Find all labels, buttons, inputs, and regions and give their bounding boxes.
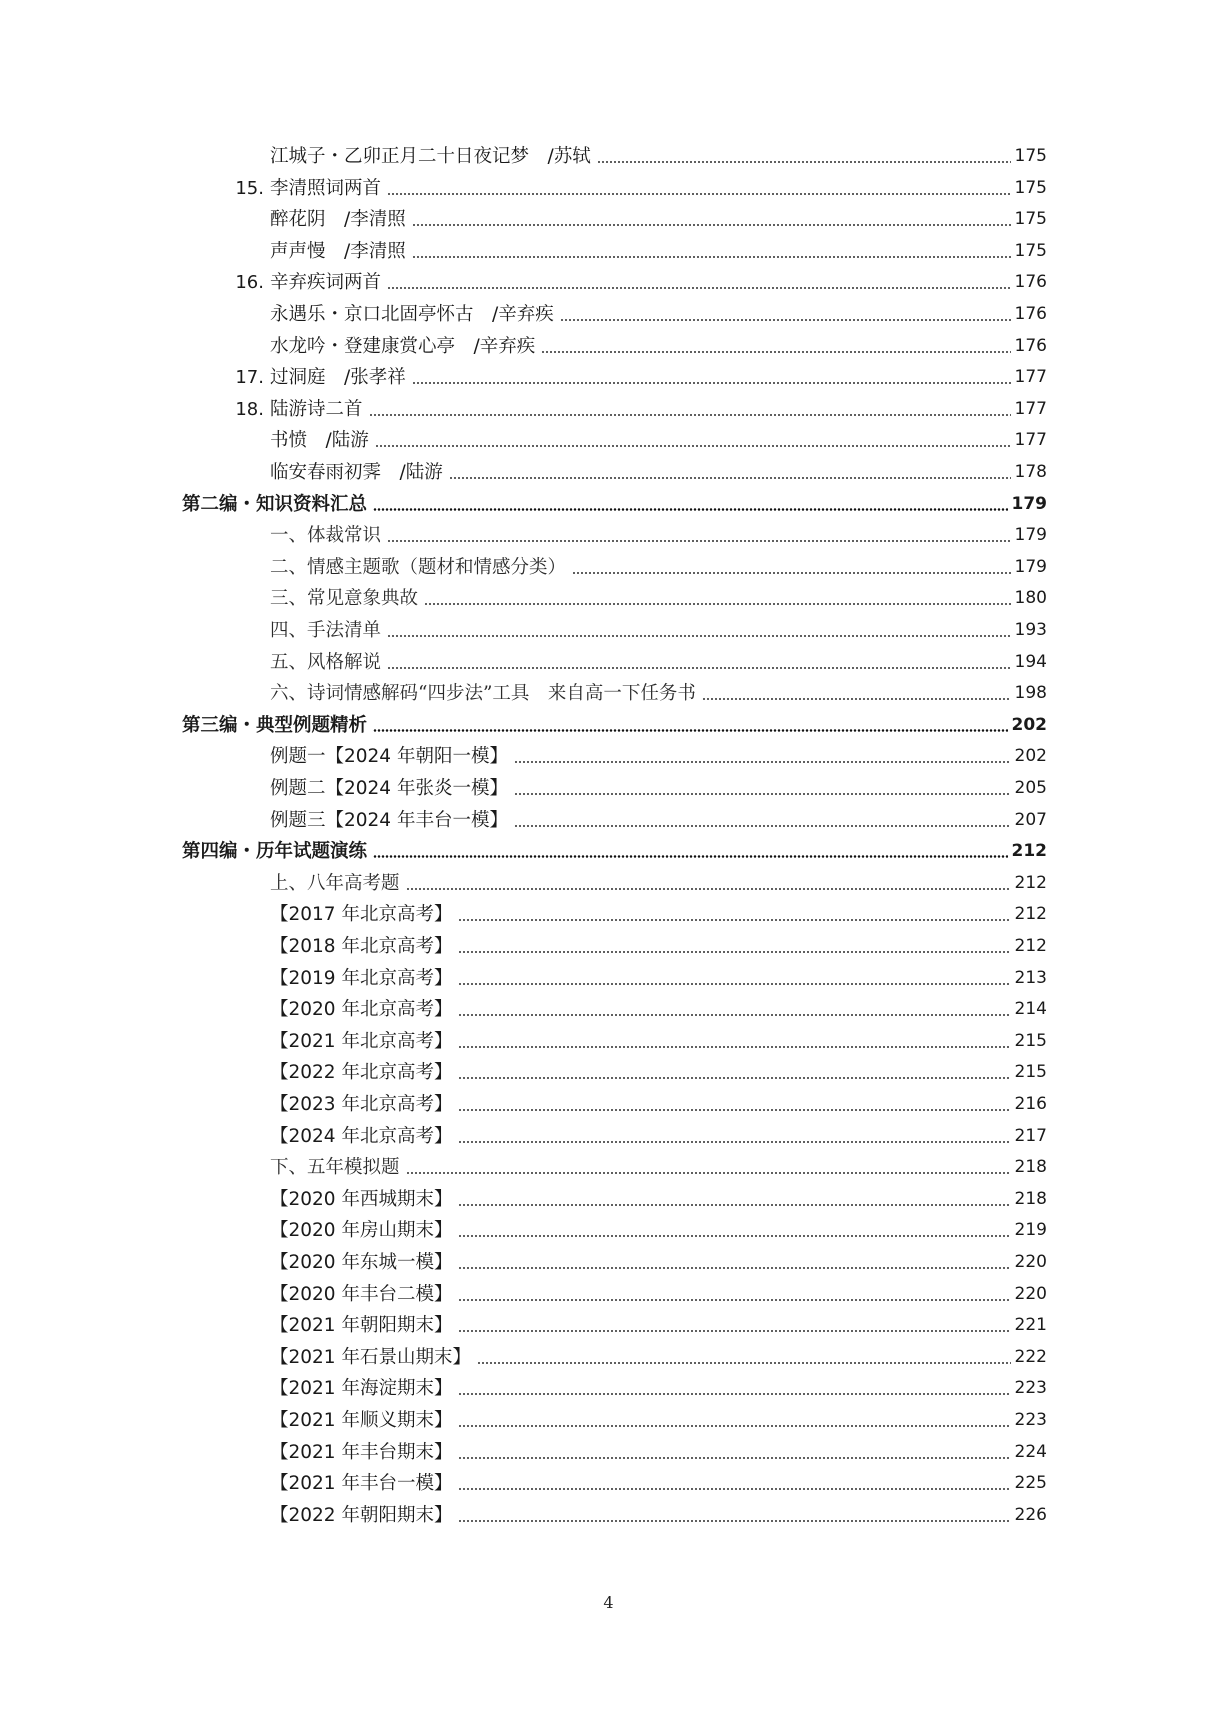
toc-entry-page: 212	[1011, 841, 1047, 861]
toc-entry-title: 【2021 年海淀期末】	[270, 1378, 453, 1399]
toc-entry[interactable]	[235, 362, 1047, 393]
toc-entry[interactable]	[270, 552, 1047, 583]
toc-entry-title: 下、五年模拟题	[270, 1157, 400, 1178]
toc-entry-page: 179	[1011, 494, 1047, 514]
toc-entry-title: 【2024 年北京高考】	[270, 1126, 453, 1147]
toc-entry-page: 176	[1014, 304, 1047, 324]
page-number: 4	[603, 1593, 614, 1612]
toc-entry-title: 江城子・乙卯正月二十日夜记梦 /苏轼	[270, 146, 591, 167]
toc-entry-title: 第二编・知识资料汇总	[182, 494, 368, 515]
toc-entry-title: 【2017 年北京高考】	[270, 904, 453, 925]
toc-entry[interactable]	[270, 647, 1047, 678]
dot-leader	[406, 1172, 1011, 1174]
toc-entry-page: 198	[1014, 683, 1047, 703]
toc-entry[interactable]	[270, 1342, 1047, 1373]
toc-entry-page: 177	[1014, 430, 1047, 450]
toc-entry[interactable]	[270, 1373, 1047, 1404]
toc-entry-title: 第四编・历年试题演练	[182, 841, 368, 862]
toc-entry-title: 上、八年高考题	[270, 873, 400, 894]
toc-entry-title: 【2018 年北京高考】	[270, 936, 453, 957]
toc-entry[interactable]	[270, 141, 1047, 172]
toc-entry[interactable]	[270, 425, 1047, 456]
toc-entry-page: 216	[1014, 1094, 1047, 1114]
dot-leader	[412, 224, 1011, 226]
toc-entry-page: 212	[1014, 873, 1047, 893]
toc-entry-number: 17.	[235, 367, 264, 388]
toc-entry[interactable]	[270, 1026, 1047, 1057]
dot-leader	[373, 729, 1007, 732]
toc-entry[interactable]	[235, 173, 1047, 204]
dot-leader	[373, 508, 1007, 511]
toc-entry[interactable]	[270, 1057, 1047, 1088]
toc-entry-title: 四、手法清单	[270, 620, 382, 641]
toc-entry-title: 【2022 年朝阳期末】	[270, 1505, 453, 1526]
dot-leader	[572, 572, 1011, 574]
toc-entry[interactable]	[270, 236, 1047, 267]
dot-leader	[702, 698, 1011, 700]
dot-leader	[387, 635, 1011, 637]
toc-entry[interactable]	[270, 994, 1047, 1025]
toc-entry[interactable]	[270, 204, 1047, 235]
toc-entry-number: 16.	[235, 272, 264, 293]
dot-leader	[514, 825, 1011, 827]
toc-entry-title: 【2021 年丰台期末】	[270, 1442, 453, 1463]
toc-entry-title: 临安春雨初霁 /陆游	[270, 462, 443, 483]
toc-entry[interactable]	[235, 394, 1047, 425]
toc-entry[interactable]	[182, 836, 1047, 867]
dot-leader	[458, 1457, 1010, 1459]
toc-entry-page: 179	[1014, 525, 1047, 545]
toc-entry-title: 【2021 年北京高考】	[270, 1031, 453, 1052]
toc-entry[interactable]	[270, 1089, 1047, 1120]
toc-entry-page: 215	[1014, 1031, 1047, 1051]
toc-entry[interactable]	[270, 1437, 1047, 1468]
toc-entry-page: 176	[1014, 272, 1047, 292]
toc-entry-title: 【2019 年北京高考】	[270, 968, 453, 989]
dot-leader	[458, 1520, 1010, 1522]
dot-leader	[541, 351, 1010, 353]
toc-entry-page: 212	[1014, 904, 1047, 924]
toc-entry[interactable]	[270, 1121, 1047, 1152]
toc-entry[interactable]	[270, 1310, 1047, 1341]
dot-leader	[458, 1077, 1010, 1079]
toc-entry-page: 202	[1011, 715, 1047, 735]
dot-leader	[449, 477, 1011, 479]
toc-entry-title: 【2020 年房山期末】	[270, 1220, 453, 1241]
dot-leader	[412, 382, 1011, 384]
dot-leader	[458, 1267, 1010, 1269]
toc-entry-title: 醉花阴 /李清照	[270, 209, 406, 230]
dot-leader	[458, 1109, 1010, 1111]
dot-leader	[514, 761, 1011, 763]
toc-entry[interactable]	[270, 1215, 1047, 1246]
toc-entry-page: 175	[1014, 241, 1047, 261]
toc-entry[interactable]	[270, 1405, 1047, 1436]
toc-entry-page: 223	[1014, 1378, 1047, 1398]
dot-leader	[514, 793, 1011, 795]
toc-entry-page: 207	[1014, 810, 1047, 830]
toc-entry-page: 213	[1014, 968, 1047, 988]
dot-leader	[387, 193, 1011, 195]
dot-leader	[458, 951, 1010, 953]
dot-leader	[458, 1204, 1010, 1206]
toc-entry-page: 194	[1014, 652, 1047, 672]
dot-leader	[458, 1299, 1010, 1301]
toc-entry-title: 过洞庭 /张孝祥	[270, 367, 406, 388]
toc-entry-title: 二、情感主题歌（题材和情感分类）	[270, 557, 567, 578]
toc-entry[interactable]	[270, 520, 1047, 551]
toc-entry-title: 三、常见意象典故	[270, 588, 419, 609]
toc-entry[interactable]	[270, 615, 1047, 646]
toc-entry[interactable]	[270, 899, 1047, 930]
toc-entry-page: 220	[1014, 1284, 1047, 1304]
dot-leader	[373, 855, 1007, 858]
toc-entry-page: 215	[1014, 1062, 1047, 1082]
toc-entry-page: 175	[1014, 146, 1047, 166]
toc-entry[interactable]	[182, 489, 1047, 520]
toc-entry-title: 例题二【2024 年张炎一模】	[270, 778, 508, 799]
toc-entry-page: 217	[1014, 1126, 1047, 1146]
dot-leader	[369, 414, 1011, 416]
dot-leader	[458, 1235, 1010, 1237]
toc-entry[interactable]	[182, 710, 1047, 741]
dot-leader	[458, 1330, 1010, 1332]
toc-entry-page: 220	[1014, 1252, 1047, 1272]
toc-entry[interactable]	[270, 331, 1047, 362]
toc-entry-title: 【2021 年朝阳期末】	[270, 1315, 453, 1336]
dot-leader	[458, 1046, 1010, 1048]
toc-entry-title: 【2021 年石景山期末】	[270, 1347, 471, 1368]
toc-entry[interactable]	[270, 931, 1047, 962]
toc-entry-title: 六、诗词情感解码“四步法”工具 来自高一下任务书	[270, 683, 696, 704]
toc-entry-title: 水龙吟・登建康赏心亭 /辛弃疾	[270, 336, 536, 357]
toc-entry-page: 219	[1014, 1220, 1047, 1240]
toc-entry-page: 193	[1014, 620, 1047, 640]
dot-leader	[458, 1393, 1010, 1395]
toc-entry-title: 第三编・典型例题精析	[182, 715, 368, 736]
dot-leader	[458, 1425, 1010, 1427]
toc-entry[interactable]	[270, 1152, 1047, 1183]
toc-entry[interactable]	[270, 741, 1047, 772]
toc-entry-title: 例题一【2024 年朝阳一模】	[270, 746, 508, 767]
dot-leader	[387, 540, 1011, 542]
toc-entry-title: 一、体裁常识	[270, 525, 382, 546]
toc-entry-page: 205	[1014, 778, 1047, 798]
dot-leader	[375, 445, 1011, 447]
toc-entry-page: 175	[1014, 178, 1047, 198]
toc-entry-page: 222	[1014, 1347, 1047, 1367]
toc-entry-page: 218	[1014, 1157, 1047, 1177]
dot-leader	[597, 161, 1011, 163]
toc-entry[interactable]	[270, 1468, 1047, 1499]
toc-entry-number: 18.	[235, 399, 264, 420]
toc-entry-title: 【2022 年北京高考】	[270, 1062, 453, 1083]
toc-entry[interactable]	[235, 267, 1047, 298]
toc-entry[interactable]	[270, 1279, 1047, 1310]
toc-entry-page: 178	[1014, 462, 1047, 482]
toc-entry[interactable]	[270, 678, 1047, 709]
toc-entry-page: 179	[1014, 557, 1047, 577]
toc-entry-page: 202	[1014, 746, 1047, 766]
toc-entry-page: 176	[1014, 336, 1047, 356]
dot-leader	[412, 256, 1011, 258]
toc-entry[interactable]	[270, 1247, 1047, 1278]
toc-entry-title: 【2021 年丰台一模】	[270, 1473, 453, 1494]
toc-entry-title: 【2020 年北京高考】	[270, 999, 453, 1020]
toc-entry-page: 177	[1014, 399, 1047, 419]
toc-entry-page: 226	[1014, 1505, 1047, 1525]
toc-entry-title: 李清照词两首	[270, 178, 382, 199]
toc-entry-page: 177	[1014, 367, 1047, 387]
dot-leader	[387, 287, 1011, 289]
dot-leader	[406, 888, 1011, 890]
dot-leader	[458, 1488, 1010, 1490]
toc-entry-title: 【2023 年北京高考】	[270, 1094, 453, 1115]
dot-leader	[458, 983, 1010, 985]
dot-leader	[458, 1014, 1010, 1016]
dot-leader	[387, 667, 1011, 669]
toc-entry[interactable]	[270, 963, 1047, 994]
toc-entry-title: 【2020 年西城期末】	[270, 1189, 453, 1210]
toc-entry[interactable]	[270, 583, 1047, 614]
dot-leader	[458, 1141, 1010, 1143]
toc-entry[interactable]	[270, 1184, 1047, 1215]
toc-entry[interactable]	[270, 773, 1047, 804]
toc-entry-page: 175	[1014, 209, 1047, 229]
toc-entry-title: 书愤 /陆游	[270, 430, 369, 451]
toc-entry-page: 212	[1014, 936, 1047, 956]
toc-entry-title: 永遇乐・京口北固亭怀古 /辛弃疾	[270, 304, 554, 325]
toc-entry-page: 214	[1014, 999, 1047, 1019]
toc-entry-title: 【2021 年顺义期末】	[270, 1410, 453, 1431]
toc-entry-title: 【2020 年东城一模】	[270, 1252, 453, 1273]
toc-entry-title: 【2020 年丰台二模】	[270, 1284, 453, 1305]
dot-leader	[477, 1362, 1011, 1364]
toc-entry-title: 陆游诗二首	[270, 399, 363, 420]
toc-entry-title: 例题三【2024 年丰台一模】	[270, 810, 508, 831]
dot-leader	[424, 603, 1011, 605]
toc-entry-page: 225	[1014, 1473, 1047, 1493]
toc-entry-page: 224	[1014, 1442, 1047, 1462]
toc-entry[interactable]	[270, 1500, 1047, 1531]
toc-entry[interactable]	[270, 868, 1047, 899]
toc-entry-page: 180	[1014, 588, 1047, 608]
toc-entry-page: 221	[1014, 1315, 1047, 1335]
toc-entry-page: 223	[1014, 1410, 1047, 1430]
toc-entry-title: 五、风格解说	[270, 652, 382, 673]
toc-entry[interactable]	[270, 805, 1047, 836]
dot-leader	[560, 319, 1011, 321]
toc-entry-page: 218	[1014, 1189, 1047, 1209]
toc-entry[interactable]	[270, 457, 1047, 488]
toc-entry-title: 辛弃疾词两首	[270, 272, 382, 293]
toc-entry-number: 15.	[235, 178, 264, 199]
toc-entry[interactable]	[270, 299, 1047, 330]
toc-entry-title: 声声慢 /李清照	[270, 241, 406, 262]
dot-leader	[458, 919, 1010, 921]
